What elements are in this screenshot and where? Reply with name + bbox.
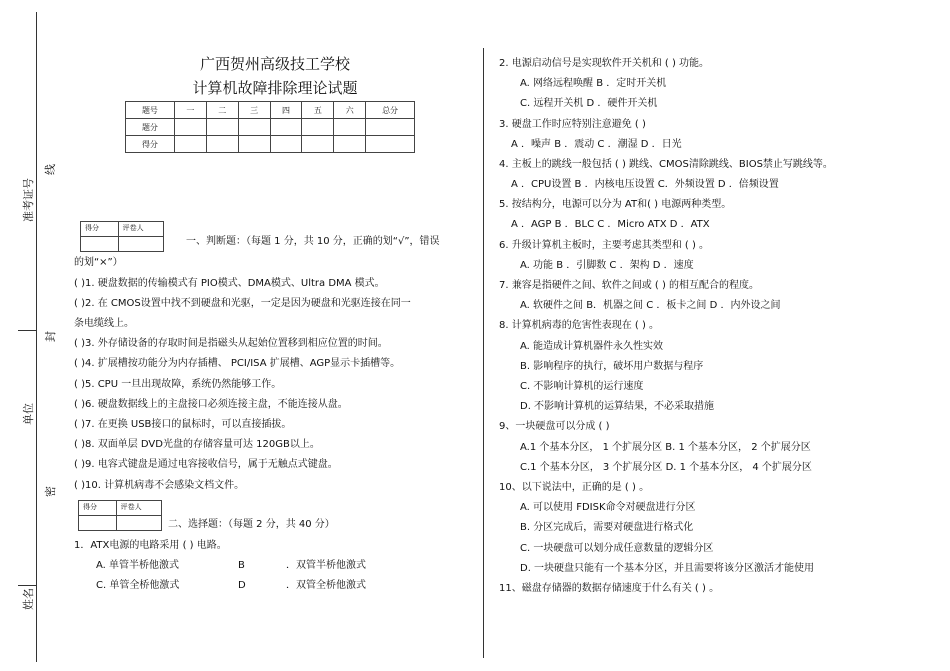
tf-question: ( )8. 双面单层 DVD光盘的存储容量可达 120GB以上。: [74, 439, 320, 450]
section1-heading: 一、判断题：（每题 1 分，共 10 分，正确的划“√”，错误: [186, 236, 440, 247]
tf-question: ( )10. 计算机病毒不会感染文档文件。: [74, 480, 245, 491]
grader-box-score-label: 得分: [81, 222, 119, 236]
grader-box-score-label: 得分: [79, 501, 117, 515]
mc-question: 6. 升级计算机主板时，主要考虑其类型和 ( ) 。: [499, 240, 710, 251]
tf-question: ( )5. CPU 一旦出现故障，系统仍然能够工作。: [74, 379, 282, 390]
mc-option: A ．AGP B ．BLC C ．Micro ATX D ．ATX: [511, 219, 710, 230]
grader-box: [78, 500, 162, 531]
table-cell[interactable]: [270, 136, 302, 153]
table-cell[interactable]: [206, 136, 238, 153]
tf-question: ( )3. 外存储设备的存取时间是指磁头从起始位置移到相应位置的时间。: [74, 338, 388, 349]
grader-box-cell[interactable]: [79, 516, 117, 530]
table-cell: 题号: [126, 102, 175, 119]
section1-heading-cont: 的划“×”）: [74, 257, 123, 268]
column-divider: [483, 48, 484, 658]
mc-option: B. 分区完成后，需要对硬盘进行格式化: [520, 522, 694, 533]
table-cell[interactable]: [302, 136, 334, 153]
table-cell: 得分: [126, 136, 175, 153]
table-cell[interactable]: [334, 119, 366, 136]
grader-box-cell[interactable]: [119, 237, 163, 251]
table-cell: 二: [206, 102, 238, 119]
mc-question: 2. 电源启动信号是实现软件开关机和 ( ) 功能。: [499, 58, 710, 69]
table-cell: 总分: [366, 102, 415, 119]
table-row: [126, 102, 415, 119]
table-cell[interactable]: [334, 136, 366, 153]
mc-option-letter: B: [238, 560, 245, 571]
mc-option: D. 不影响计算机的运算结果，不必采取措施: [520, 401, 715, 412]
mc-option: A.1 个基本分区， 1 个扩展分区 B. 1 个基本分区， 2 个扩展分区: [520, 442, 811, 453]
school-name: 广西贺州高级技工学校: [199, 55, 350, 73]
table-cell[interactable]: [238, 119, 270, 136]
seal-text: 线: [44, 164, 57, 175]
tf-question: ( )7. 在更换 USB接口的鼠标时，可以直接插拔。: [74, 419, 292, 430]
table-cell: 题分: [126, 119, 175, 136]
table-cell[interactable]: [302, 119, 334, 136]
mc-question: 3. 硬盘工作时应特别注意避免 ( ): [499, 119, 646, 130]
unit-label: 单位: [22, 403, 35, 425]
mc-option: C. 远程开关机 D ．硬件开关机: [520, 98, 658, 109]
mc-question: 5. 按结构分，电源可以分为 AT和( ) 电源两种类型。: [499, 199, 732, 210]
divider: [18, 330, 36, 331]
mc-option: A. 功能 B ．引脚数 C ．架构 D ．速度: [520, 260, 694, 271]
mc-question: 1．ATX电源的电路采用 ( ) 电路。: [74, 540, 227, 551]
table-cell: 三: [238, 102, 270, 119]
mc-option: A ．CPU设置 B ．内核电压设置 C．外频设置 D ．倍频设置: [511, 179, 779, 190]
mc-option: C. 单管全桥他激式: [96, 580, 180, 591]
mc-question: 11、磁盘存储器的数据存储速度于什么有关 ( ) 。: [499, 583, 720, 594]
mc-question: 8. 计算机病毒的危害性表现在 ( ) 。: [499, 320, 660, 331]
tf-question: ( )6. 硬盘数据线上的主盘接口必须连接主盘，不能连接从盘。: [74, 399, 348, 410]
divider: [18, 585, 36, 586]
binding-line: [36, 12, 37, 662]
mc-question: 10、以下说法中，正确的是 ( ) 。: [499, 482, 650, 493]
mc-option: A. 单管半桥他激式: [96, 560, 180, 571]
table-cell[interactable]: [366, 136, 415, 153]
section2-heading: 二、选择题：（每题 2 分，共 40 分）: [168, 519, 335, 530]
seal-text: 封: [44, 331, 57, 342]
mc-option: A. 软硬件之间 B．机器之间 C ．板卡之间 D ．内外设之间: [520, 300, 781, 311]
mc-option: C. 不影响计算机的运行速度: [520, 381, 644, 392]
grader-box-cell[interactable]: [81, 237, 119, 251]
mc-option: D. 一块硬盘只能有一个基本分区，并且需要将该分区激活才能使用: [520, 563, 815, 574]
table-cell: 一: [174, 102, 206, 119]
mc-option: A. 可以使用 FDISK命令对硬盘进行分区: [520, 502, 696, 513]
tf-question: ( )9. 电容式键盘是通过电容接收信号，属于无触点式键盘。: [74, 459, 338, 470]
table-cell: 四: [270, 102, 302, 119]
table-cell[interactable]: [366, 119, 415, 136]
mc-question: 9、一块硬盘可以分成 ( ): [499, 421, 610, 432]
table-cell[interactable]: [270, 119, 302, 136]
table-row: [126, 119, 415, 136]
grader-box: [80, 221, 164, 252]
table-cell: 五: [302, 102, 334, 119]
grader-box-grader-label: 评卷人: [120, 503, 142, 511]
mc-question: 7. 兼容是指硬件之间、软件之间或 ( ) 的相互配合的程度。: [499, 280, 760, 291]
mc-option-letter: D: [238, 580, 246, 591]
mc-question: 4. 主板上的跳线一般包括 ( ) 跳线、CMOS清除跳线、BIOS禁止写跳线等。: [499, 159, 833, 170]
mc-option: A. 网络远程唤醒 B ．定时开关机: [520, 78, 667, 89]
table-row: [126, 136, 415, 153]
mc-option: A ．噪声 B ．震动 C ．潮湿 D ．日光: [511, 139, 682, 150]
mc-option: A. 能造成计算机器件永久性实效: [520, 341, 664, 352]
tf-question: ( )1. 硬盘数据的传输模式有 PIO模式、DMA模式、Ultra DMA 模式。: [74, 278, 385, 289]
table-cell[interactable]: [174, 136, 206, 153]
grader-box-grader-label: 评卷人: [122, 224, 144, 232]
score-table: [125, 101, 415, 153]
tf-question: 条电缆线上。: [74, 318, 134, 329]
table-cell[interactable]: [238, 136, 270, 153]
mc-option: B. 影响程序的执行，破坏用户数据与程序: [520, 361, 704, 372]
table-cell[interactable]: [206, 119, 238, 136]
table-cell: 六: [334, 102, 366, 119]
mc-option: C. 一块硬盘可以划分成任意数量的逻辑分区: [520, 543, 714, 554]
name-label: 姓名: [22, 588, 35, 610]
mc-option: ．双管全桥他激式: [286, 580, 366, 591]
tf-question: ( )2. 在 CMOS设置中找不到硬盘和光驱，一定是因为硬盘和光驱连接在同一: [74, 298, 411, 309]
mc-option: ．双管半桥他激式: [286, 560, 366, 571]
seal-text: 密: [44, 486, 57, 497]
exam-title: 计算机故障排除理论试题: [192, 79, 358, 97]
tf-question: ( )4. 扩展槽按功能分为内存插槽、 PCI/ISA 扩展槽、AGP显示卡插槽等。: [74, 358, 401, 369]
grader-box-cell[interactable]: [117, 516, 161, 530]
table-cell[interactable]: [174, 119, 206, 136]
mc-option: C.1 个基本分区， 3 个扩展分区 D. 1 个基本分区， 4 个扩展分区: [520, 462, 812, 473]
exam-number-label: 准考证号: [22, 178, 35, 222]
